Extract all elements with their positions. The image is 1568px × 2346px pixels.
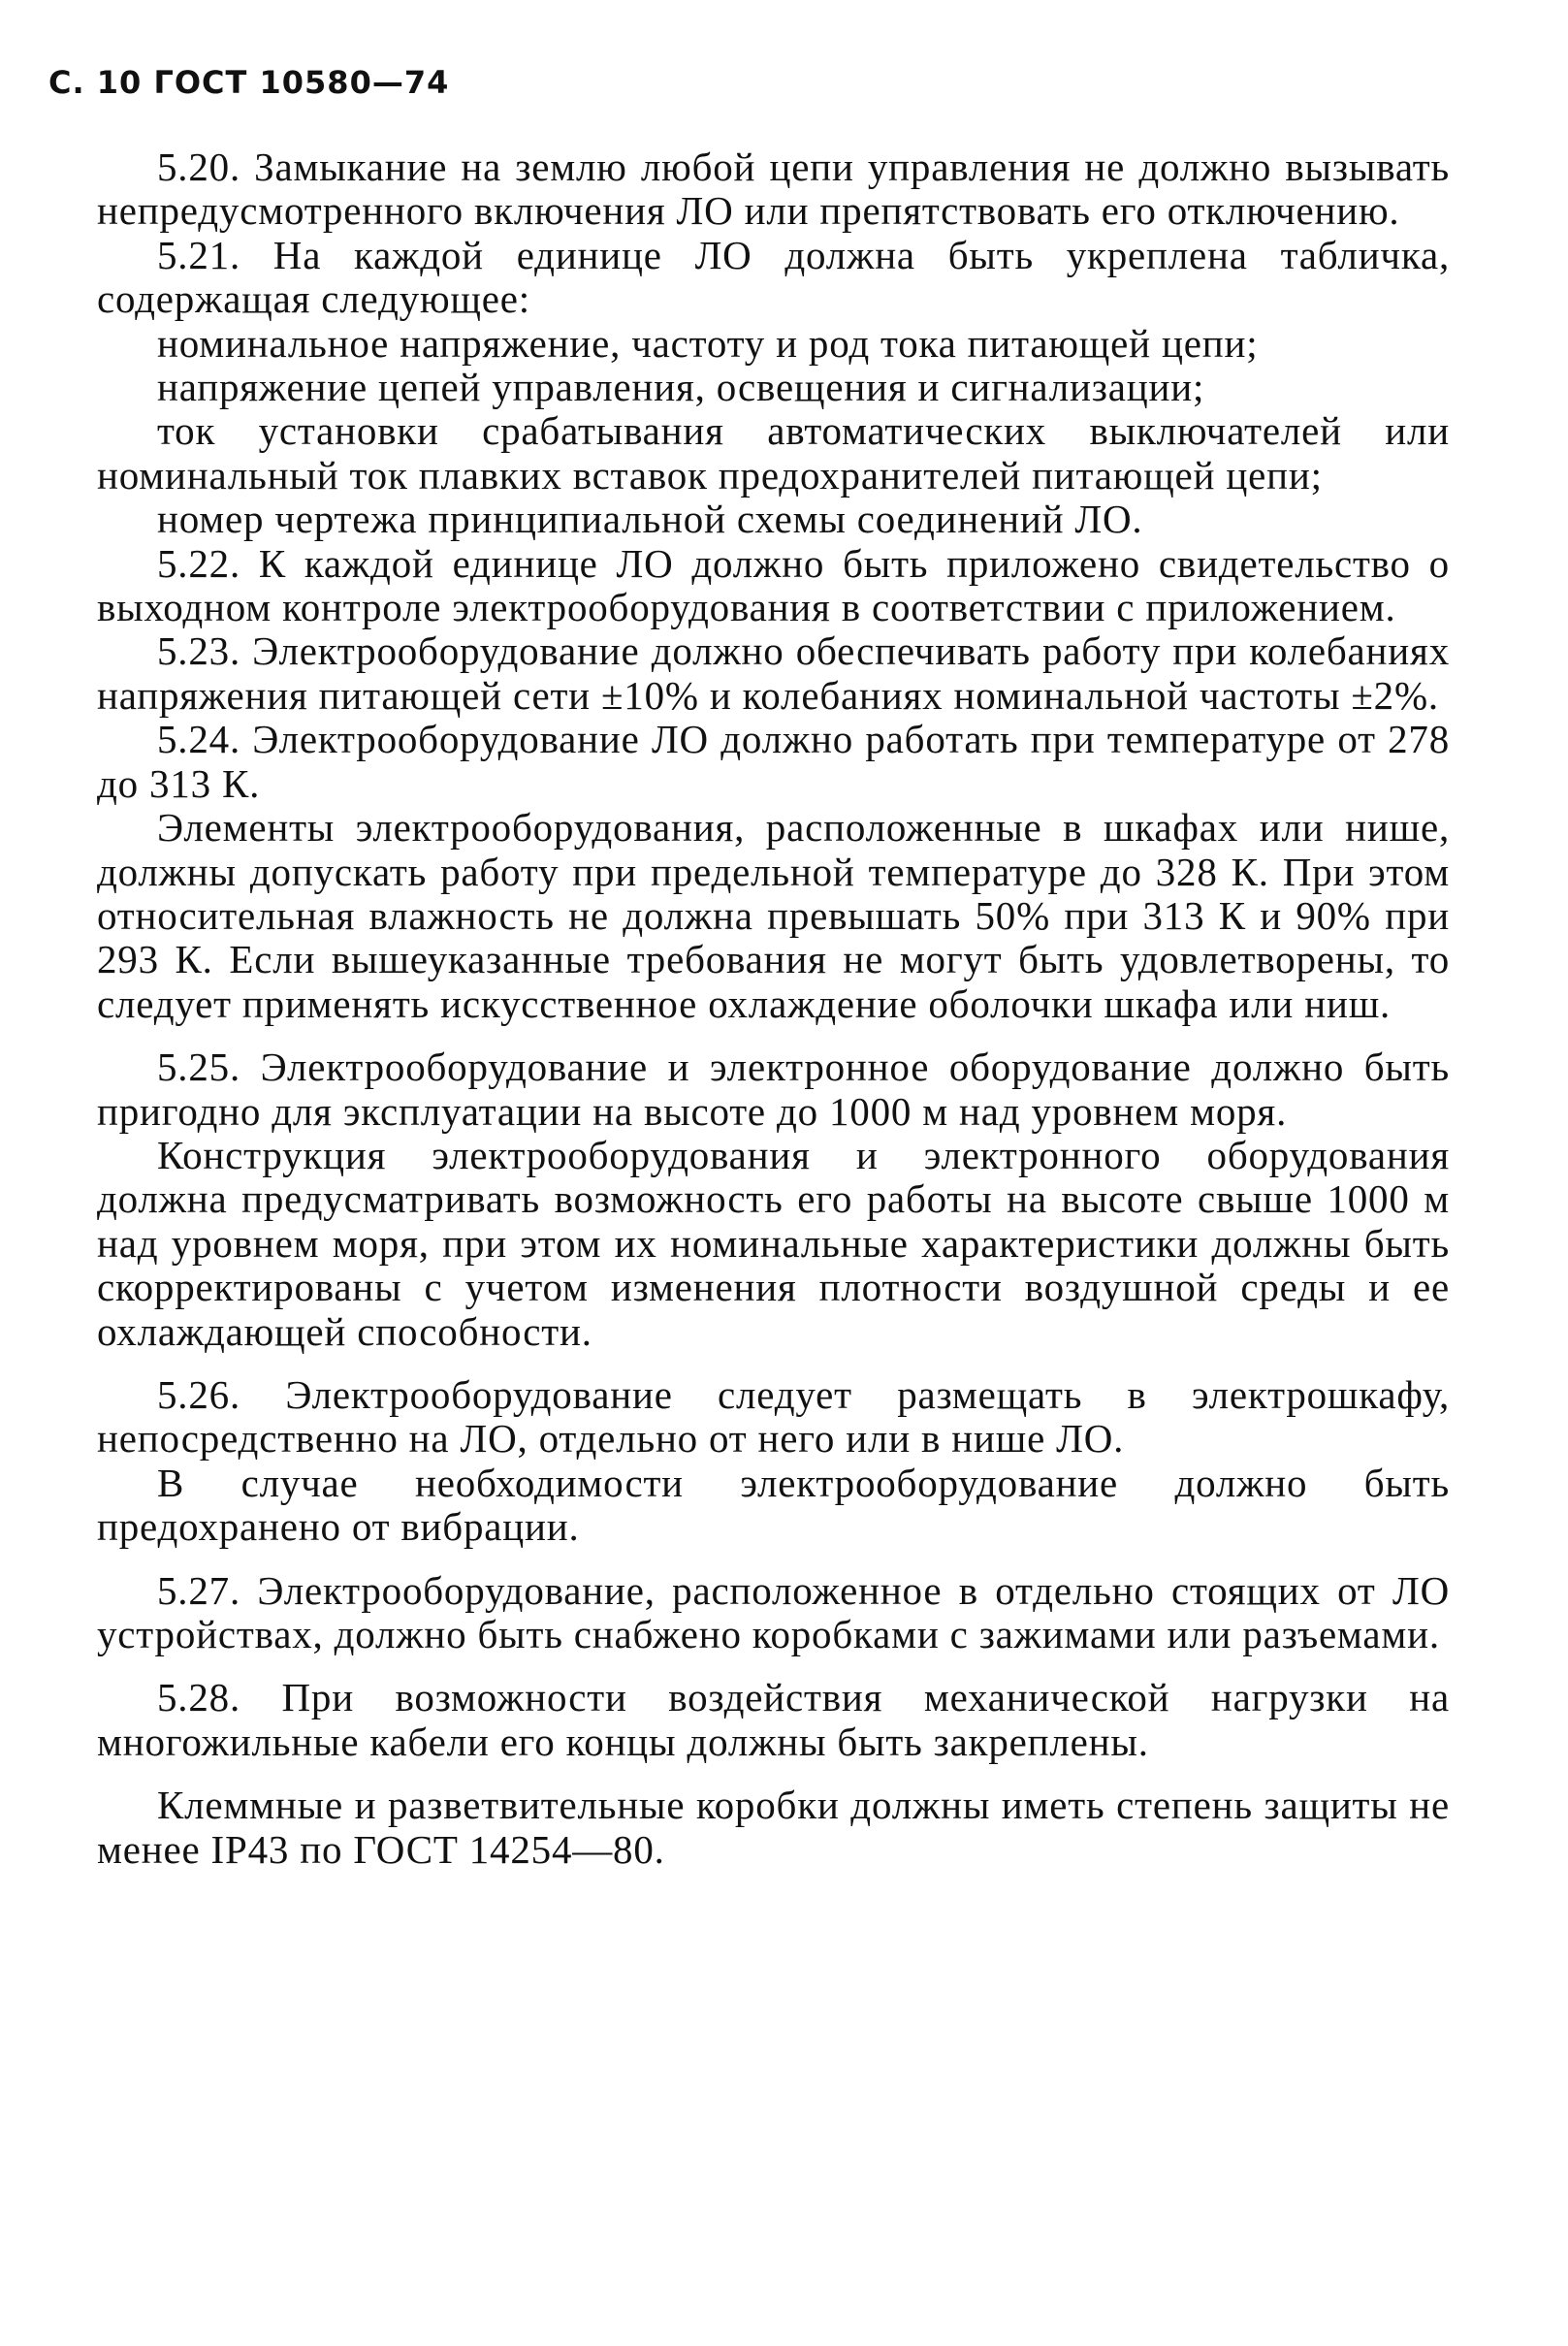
- list-item-nominal-voltage: номинальное напряжение, частоту и род тока питающей цепи;: [157, 320, 1259, 366]
- paragraph-5-28: 5.28. При возможности воздействия механической нагрузки на многожильные кабели его концы должны быть закреплены.: [97, 1675, 1450, 1764]
- paragraph-5-26-detail: В случае необходимости электрооборудование должно быть предохранено от вибрации.: [97, 1460, 1450, 1550]
- list-item-breaker-current: ток установки срабатывания автоматических выключателей или номинальный ток плавких вставок предохранителей питающей цепи;: [97, 408, 1450, 498]
- document-body: [97, 145, 1450, 1872]
- paragraph-5-28-detail: Клеммные и разветвительные коробки должны иметь степень защиты не менее IP43 по ГОСТ 14254—80.: [97, 1783, 1450, 1872]
- paragraph-5-25: 5.25. Электрооборудование и электронное оборудование должно быть пригодно для эксплуатации на высоте до 1000 м над уровнем моря.: [97, 1044, 1450, 1134]
- page-header: С. 10 ГОСТ 10580—74: [48, 64, 450, 101]
- paragraph-5-22: 5.22. К каждой единице ЛО должно быть приложено свидетельство о выходном контроле электрооборудования в соответствии с приложением.: [97, 540, 1450, 630]
- paragraph-5-24-detail: Элементы электрооборудования, расположенные в шкафах или нише, должны допускать работу при предельной температуре до 328 К. При этом относительная влажность не должна превышать 50% при 313 К и 90% при 293 К. Если вышеуказанные требования не могут быть удовлетворены, то следует применять искусственное охлаждение оболочки шкафа или ниш.: [97, 805, 1450, 1026]
- list-item-drawing-number: номер чертежа принципиальной схемы соединений ЛО.: [157, 497, 1143, 542]
- paragraph-5-20: 5.20. Замыкание на землю любой цепи управления не должно вызывать непредусмотренного включения ЛО или препятствовать его отключению.: [97, 145, 1450, 234]
- paragraph-5-24: 5.24. Электрооборудование ЛО должно работать при температуре от 278 до 313 К.: [97, 717, 1450, 806]
- paragraph-5-26: 5.26. Электрооборудование следует размещать в электрошкафу, непосредственно на ЛО, отдельно от него или в нише ЛО.: [97, 1371, 1450, 1462]
- paragraph-5-21: 5.21. На каждой единице ЛО должна быть укреплена табличка, содержащая следующее:: [97, 232, 1450, 322]
- paragraph-5-27: 5.27. Электрооборудование, расположенное в отдельно стоящих от ЛО устройствах, должно быть снабжено коробками с зажимами или разъемами.: [97, 1567, 1450, 1656]
- list-item-control-voltage: напряжение цепей управления, освещения и сигнализации;: [157, 365, 1205, 410]
- paragraph-5-25-detail: Конструкция электрооборудования и электронного оборудования должна предусматривать возможность его работы на высоте свыше 1000 м над уровнем моря, при этом их номинальные характеристики должны быть скорректированы с учетом изменения плотности воздушной среды и ее охлаждающей способности.: [97, 1132, 1450, 1354]
- paragraph-5-23: 5.23. Электрооборудование должно обеспечивать работу при колебаниях напряжения питающей сети ±10% и колебаниях номинальной частоты ±2%.: [97, 628, 1450, 718]
